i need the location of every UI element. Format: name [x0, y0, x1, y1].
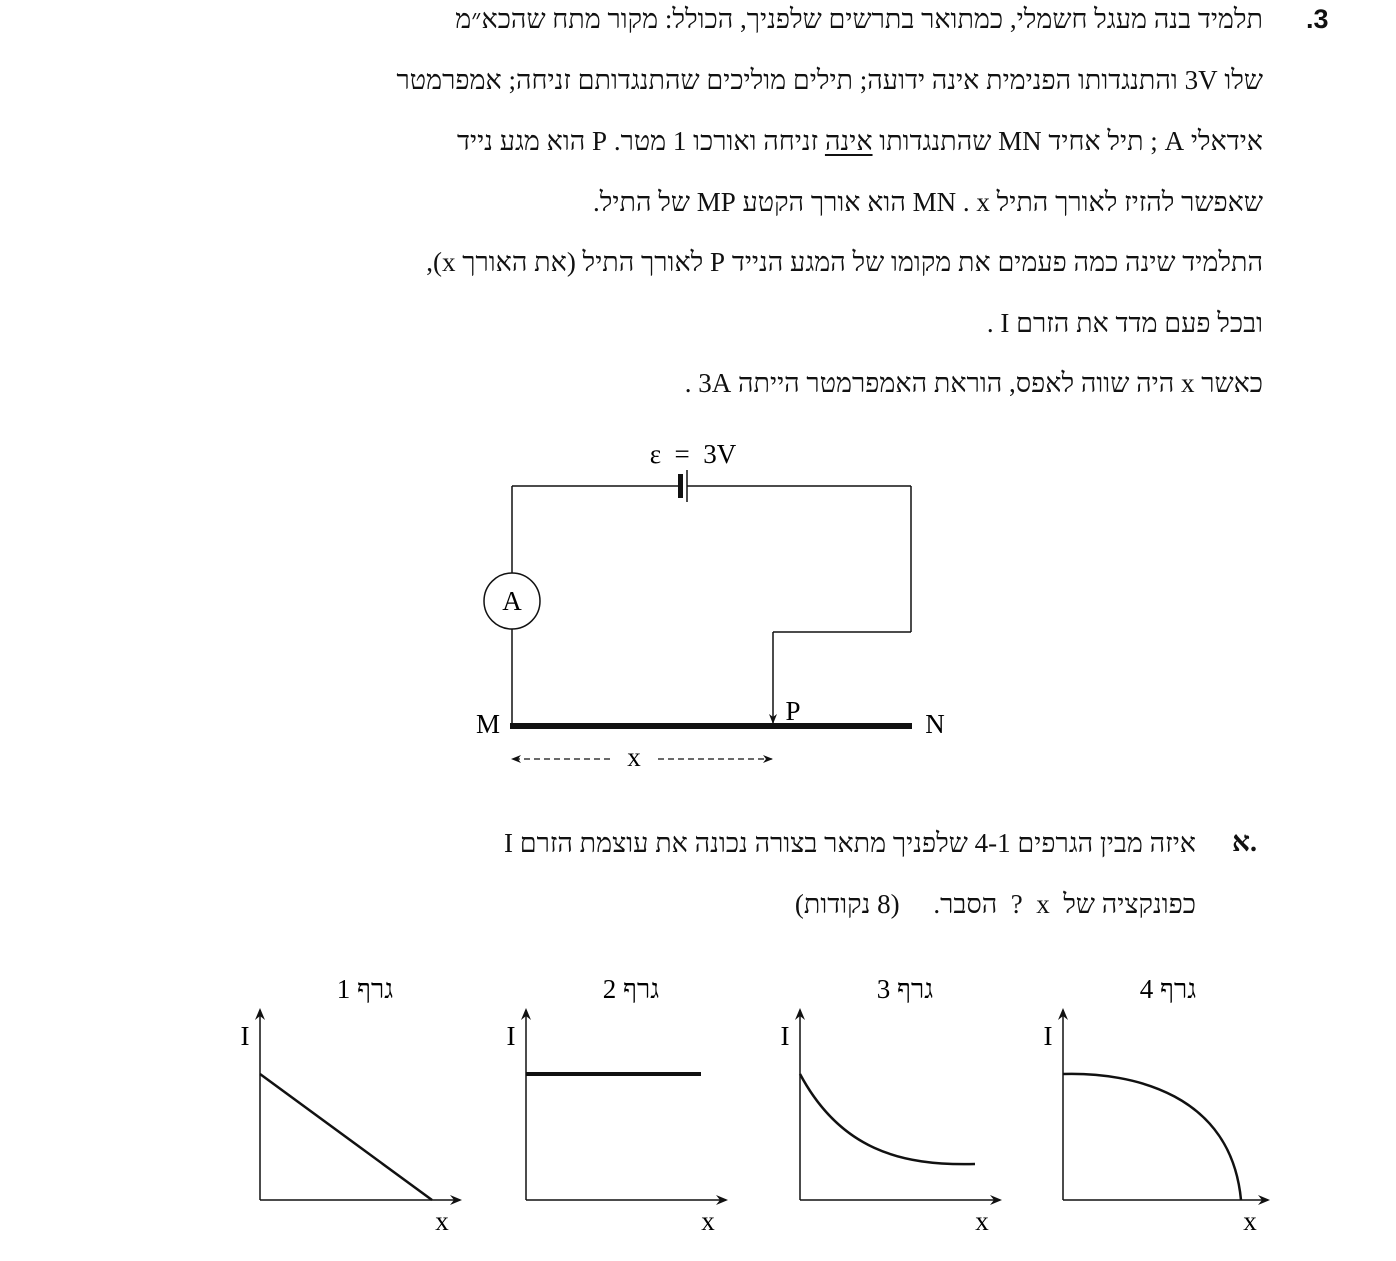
question-line-2: שלו 3V והתנגדותו הפנימית אינה ידועה; תילים מוליכים שהתנגדותם זניחה; אמפרמטר	[396, 65, 1263, 95]
x-axis-label: x	[1243, 1206, 1257, 1236]
question-line-5: התלמיד שינה כמה פעמים את מקומו של המגע הנייד P לאורך התיל (את האורך x),	[426, 247, 1263, 277]
part-a-line-2: כפונקציה של x ? הסבר. (8 נקודות)	[794, 889, 1196, 919]
x-axis-label: x	[701, 1206, 715, 1236]
question-line-4: שאפשר להזיז לאורך התיל MN . x הוא אורך הקטע MP של התיל.	[593, 187, 1263, 217]
graph-curve	[1063, 1074, 1241, 1200]
x-axis-label: x	[975, 1206, 989, 1236]
y-axis-label: I	[506, 1021, 516, 1051]
battery-icon	[678, 474, 683, 498]
graph-title: גרף 2	[602, 974, 660, 1004]
graph-curve	[800, 1074, 975, 1164]
question-line-3-after: זניחה ואורכו 1 מטר. P הוא מגע נייד	[457, 126, 825, 156]
question-line-6: ובכל פעם מדד את הזרם I .	[986, 308, 1263, 338]
y-axis-label: I	[780, 1021, 790, 1051]
point-m-label: M	[475, 709, 501, 739]
question-line-3-before: אידאלי A ; תיל אחיד MN שהתנגדותו	[872, 126, 1263, 156]
question-number: .3	[1306, 4, 1329, 34]
circuit-diagram	[0, 430, 1396, 790]
underlined-word: אינה	[824, 126, 873, 156]
ammeter-label: A	[502, 586, 522, 616]
point-n-label: N	[925, 709, 945, 739]
part-a-label: א.	[1232, 827, 1257, 858]
graph-title: גרף 1	[336, 974, 394, 1004]
emf-label: ε = 3V	[649, 439, 737, 469]
length-label: x	[627, 742, 641, 772]
part-a-line-1: איזה מבין הגרפים 4-1 שלפניך מתאר בצורה נכונה את עוצמת הזרם I	[503, 828, 1196, 858]
point-p-label: P	[785, 696, 801, 726]
y-axis-label: I	[240, 1021, 250, 1051]
graph-curve	[260, 1074, 432, 1200]
question-line-1: תלמיד בנה מעגל חשמלי, כמתואר בתרשים שלפניך, הכולל: מקור מתח שהכא״מ	[455, 4, 1263, 34]
graph-title: גרף 4	[1139, 974, 1197, 1004]
question-line-3	[457, 124, 1263, 158]
graphs-area	[0, 965, 1396, 1255]
y-axis-label: I	[1043, 1021, 1053, 1051]
question-line-7: כאשר x היה שווה לאפס, הוראת האמפרמטר הייתה 3A .	[684, 368, 1263, 398]
graph-title: גרף 3	[876, 974, 934, 1004]
x-axis-label: x	[435, 1206, 449, 1236]
